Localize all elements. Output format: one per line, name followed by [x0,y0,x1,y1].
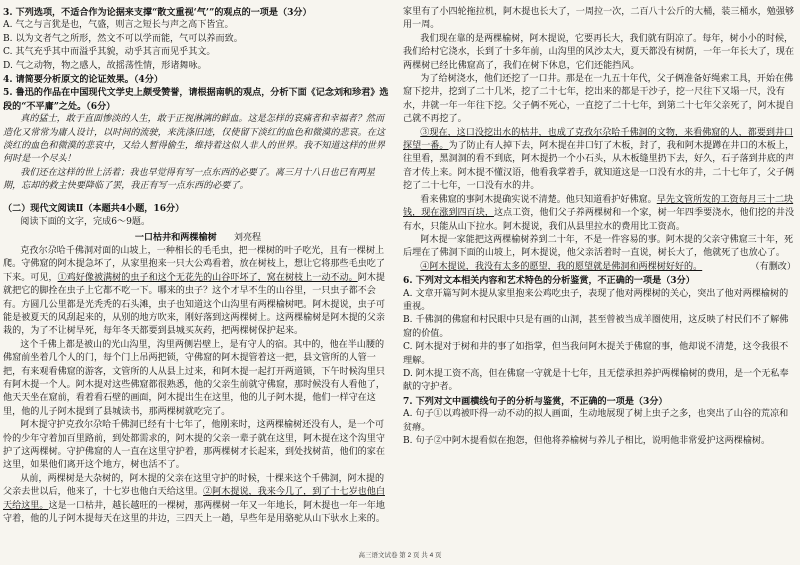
page-footer: 高三语文试卷 第 2 页 共 4 页 [358,551,442,559]
underlined-sentence-2: ②阿木提说，我来今几了，到了十七岁也他白天给这里。 [3,487,385,511]
question-7-option-b: B. 句子②中阿木提看似在抱怨，但他将养榆树与养儿子相比，说明他非常爱护这两棵榆树。 [403,436,771,446]
article-paragraph-4-start: 从前，两棵树是大杂树的，阿木提的父亲在这里守护的时候，十棵来这个千佛洞，阿木提的父亲去世以后，他来了，十七岁也他白天给这里。 [3,473,385,498]
underlined-sentence-1b: 窝在树枝上一动不动。 [266,272,358,283]
right-paragraph-7 [403,261,796,274]
question-3-option-a: A. 气之与言犹是也，气盛，则言之短长与声之高下皆宜。 [3,20,234,31]
question-3-option-c: C. 其气充乎其中而溢乎其貌，动乎其言而见乎其文。 [3,47,216,58]
section-2-hint: 阅读下面的文字，完成6～9题。 [20,217,151,228]
question-3-stem: 3. 下列选项，不适合作为论据来支撑“散文重视‘气’”的观点的一项是（3分） [3,7,312,18]
right-paragraph-5-rest: 这点工资，他们父子养两棵树和一个家，树一年四季要浇水，他们挖的井没有水，只能从山下拉水。阿木提说，我们从县里拉水的费用比工资高。 [403,208,795,232]
right-paragraph-6: 阿木提一家能把这两棵榆树养到二十年，不是一件容易的事。阿木提的父亲守佛窟三十年，死后埋在了佛洞下面的山坡上，阿木提说，他父亲活着时一直说，树长大了，他就死了也放心了。 [403,234,794,259]
right-column [403,6,796,547]
right-paragraph-1: 家里有了小四轮拖拉机，阿木提也长大了，一周拉一次，二百八十公斤的大桶，装三桶水，勉强够用一周。 [403,7,795,31]
right-paragraph-4-rest: 为了防止有人掉下去，阿木提在井口钉了木板，封了，我和阿木提蹲在井口的木板上，往里看，黑洞洞的看不到底，阿木提扔一个小石头，从木板缝里扔下去，好久，石子落到井底的声音才传上来。阿木提不懂汉语，他看我掌着手，就知道这是一口没有水的井，二十七年了，父子俩挖了二十七年，一口没有水的井。 [403,141,795,192]
underlined-sentence-3: ③现在，这口没挖出水的枯井，也成了克孜尔尕哈千佛洞的文物，来看佛窟的人，都要到井口探望一番。 [403,127,794,152]
article-paragraph-4 [3,473,393,527]
question-6-option-c: C. 阿木提对于树和井的事了如指掌，但当我问阿木提关于佛窟的事，他却说不清楚，这令我很不理解。 [403,342,789,366]
left-column [3,6,393,557]
right-paragraph-5 [403,194,796,234]
right-paragraph-3: 为了给树浇水，他们还挖了一口井。那是在一九五十年代，父子俩准备好绳索工具，开始在佛窟下挖井，挖到了二十几米，挖了二十七年，挖出来的都是干沙子，挖一尺往下又塌一尺，没有水，井就一年一年往下挖。父子俩不死心，一直挖了二十七年，到第二十七年父亲死了，阿木提自己就不再挖了。 [403,74,795,125]
right-paragraph-2: 我们现在靠的是两棵榆树，阿木提说，它要再长大，我们就有阴凉了。每年，树小小的时候，我们给村它浇水，长到了十多年前，山沟里的风沙太大，夏天都没有树荫，一年一年长大了，现在两棵树已经比佛窟高了，我们在树下休息，它们还能挡风。 [403,33,795,71]
question-5-passage-1: 真的猛士，敢于直面惨淡的人生，敢于正视淋漓的鲜血。这是怎样的哀痛者和幸福者？然而造化又常常为庸人设计，以时间的流驶，来洗涤旧迹，仅使留下淡红的血色和微漠的悲哀。在这淡红的血色和微漠的悲哀中，又给人暂得偷生，维持着这似人非人的世界。我不知道这样的世界何时是一个尽头！ [3,114,385,165]
right-paragraph-4 [403,127,796,194]
article-paragraph-1-rest: 阿木提就把它的脚拴在虫子上它都不吃一下。哪来的虫子？这个才早不生的山谷里，一只虫子都不会有。方圆几公里都是光秃秃的石头滩，虫子也知道这个山沟里有两棵榆树吧。阿木提说，虫子可能是被夏天的风刮起来的，从别的地方吹来，刚好落到这两棵树上。这两棵榆树是阿木提的父亲栽的，为了不让树旱死，每年冬天都要到县城买灰药，把两棵树保护起来。 [3,272,385,337]
question-4-stem: 4. 请简要分析原文的论证效果。（4分） [3,74,163,86]
question-5-stem: 5. 鲁迅的作品在中国现代文学史上颇受赞誉，请根据南帆的观点，分析下面《记念刘和珍君》选段的“不平庸”之处。（6分） [3,87,389,112]
article-title-text: 一口枯井和两棵榆树 [134,231,217,243]
article-paragraph-1-start: 克孜尔尕哈千佛洞对面的山坡上，一种相长的毛毛虫，把一棵树的叶子吃光，且有一棵树上爬。守佛窟的阿木提急坏了，从家里抱来一只大公鸡看着，放在树枝上，想让它将那些毛虫吃了下来。可见， [3,245,385,283]
underlined-wage-sentence: 早先文管所发的工资每月三十二块钱，现在涨到四百块， [403,194,794,219]
abridged-note: （有删改） [750,261,796,272]
question-6-option-d: D. 阿木提工资不高，但在佛窟一守就是十七年，且无偿承担养护两棵榆树的费用，是一个无私奉献的守护者。 [403,368,789,393]
article-title [3,231,393,245]
article-paragraph-4-rest: 这是一口枯井，越长越旺的一棵树，那两棵树一年又一年地长，阿木提也一年一年地守着，他的儿子阿木提每天在这里的井边，三四天上一趟，早些年是用骆驼从山下驮水上来的。 [3,500,385,525]
underlined-sentence-4: ④阿木提说，我没有太多的愿望，我的愿望就是佛洞和两棵树好好的。 [420,261,703,272]
question-7-stem: 7. 下列对文中画横线句子的分析与鉴赏，不正确的一项是（3分） [403,395,668,407]
underlined-sentence-1: ①鸡好像被满树的虫子和这个无花先的山谷吓坏了， [57,272,267,283]
right-paragraph-5-start: 看来佛窟的事阿木提确实说不清楚。他只知道看护好佛窟。 [420,194,657,205]
question-5-passage-2: 我们还在这样的世上活着；我也早觉得有写一点东西的必要了。离三月十八日也已有两星期，忘却的救主快要降临了罢，我正有写一点东西的必要了。 [3,167,375,192]
question-3-option-b: B. 以为文者气之所形，然文不可以学而能，气可以养而致。 [3,33,243,44]
question-3-option-d: D. 气之动物，物之感人，故摇荡性情，形诸舞咏。 [3,60,207,71]
article-paragraph-1 [3,245,393,339]
question-6-stem: 6. 下列对文本相关内容和艺术特色的分析鉴赏，不正确的一项是（3分） [403,275,695,287]
section-2-heading: （二）现代文阅读Ⅱ（本题共4小题，16分） [3,202,185,214]
question-6-option-a: A. 文章开篇写阿木提从家里抱来公鸡吃虫子，表现了他对两棵树的关心，突出了他对两棵榆树的重视。 [403,288,789,312]
question-7-option-a: A. 句子①以鸡被吓得一动不动的拟人画面，生动地展现了树上虫子之多，也突出了山谷的荒凉和贫瘠。 [403,409,789,433]
article-paragraph-3: 阿木提守护克孜尔尕哈千佛洞已经有十七年了，他刚来时，这两棵榆树还没有人，是一个可怜的少年守着加百里路前，到处都需求的，阿木提的父亲一辈子就在这里，阿木提在这个沟里守护了这两棵树。守护佛窟的人一直在这里守护着，那两棵树才长起来，到处找树苗，他们的家在这里，如果他们离开这个地方，树也活不了。 [3,420,385,471]
article-paragraph-2: 这个千佛上都是被山的光山沟里，沟里两侧岩壁上，是有守人的宿。其中的，他在半山腰的佛窟前坐着几个人的门，每个门上吊两把锁，守佛窟的阿木提管着这一把，县文管所的人管一把，有来观看佛窟的游客，文管所的人从县上过来，和阿木提一起打开两道锁，下午时候沟里只有阿木提一个人。阿木提对这些佛窟都很熟悉，他的父亲生前就守佛窟，那时候没有人看他了，他天天坐在窟前，看着看石壁的画面，阿木提出生在这里，他的儿子阿木提，他们一样守在这里，他的儿子阿木提到了县城读书，那两棵树就吃完了。 [3,339,385,417]
question-6-option-b: B. 千佛洞的佛窟和村民眼中只是有画的山洞，甚至曾被当成羊圈使用，这反映了村民们不了解佛窟的价值。 [403,315,789,339]
article-author: 刘亮程 [233,232,262,243]
